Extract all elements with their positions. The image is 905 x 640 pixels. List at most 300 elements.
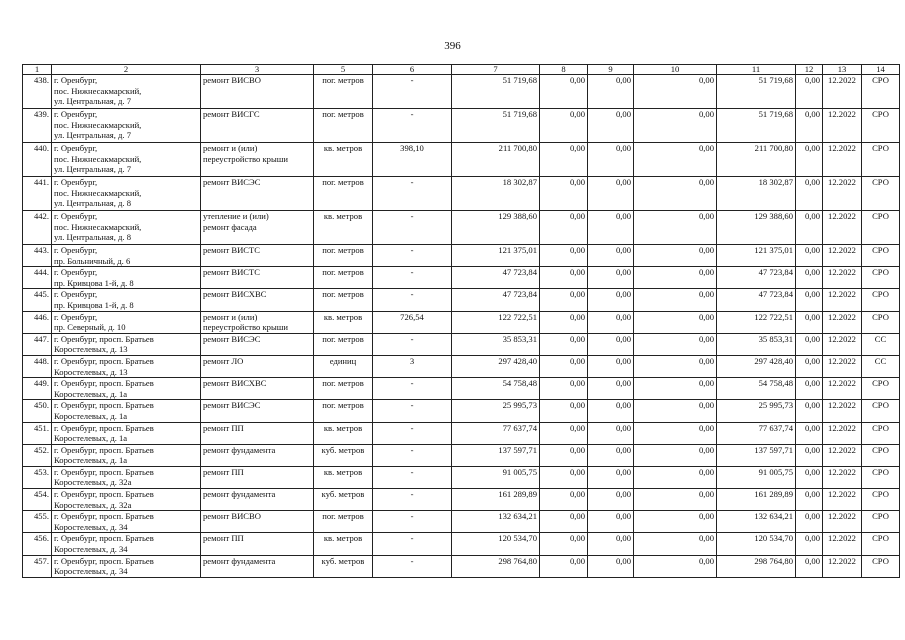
address-cell-line: г. Оренбург, [54,211,98,221]
fund-cell: 0,00 [634,109,717,143]
header-row [23,65,900,75]
fund-cell: 0,00 [796,489,823,511]
cost-total-cell: 211 700,80 [452,143,540,177]
cost-total-cell: 25 995,73 [452,400,540,422]
table-body [23,75,900,578]
quantity-cell: 3 [373,355,452,377]
work-type-cell [201,533,314,555]
column-header: 6 [373,65,452,75]
fund-cell: 0,00 [588,289,634,311]
fund-cell: 0,00 [796,75,823,109]
work-type-cell [201,289,314,311]
fund-cell: 0,00 [634,533,717,555]
quantity-cell: - [373,245,452,267]
work-type-cell [201,143,314,177]
deadline-cell: 12.2022 [823,489,862,511]
cost-total-cell: 18 302,87 [452,177,540,211]
address-cell-line: ул. Центральная, д. 8 [54,232,132,243]
fund-cell: 0,00 [796,211,823,245]
fund-cell: 0,00 [634,555,717,577]
address-cell-line: пр. Больничный, д. 6 [54,255,131,266]
method-cell: СС [862,355,900,377]
column-header: 2 [52,65,201,75]
address-cell [52,109,201,143]
fund-cell: 0,00 [540,211,588,245]
cost-total-cell: 120 534,70 [452,533,540,555]
fund-cell: 0,00 [540,444,588,466]
fund-total-cell: 129 388,60 [717,211,796,245]
row-number: 448. [23,355,52,377]
address-cell-line: г. Оренбург, просп. Братьев [54,400,154,411]
cost-total-cell: 137 597,71 [452,444,540,466]
row-number: 443. [23,245,52,267]
cost-total-cell: 91 005,75 [452,466,540,488]
work-type-cell-line: ремонт ВИСЭС [203,400,261,411]
work-type-cell-line: ремонт ПП [203,466,244,477]
unit-cell: пог. метров [314,511,373,533]
table-row [23,489,900,511]
table-row [23,355,900,377]
fund-cell: 0,00 [796,109,823,143]
deadline-cell: 12.2022 [823,333,862,355]
table-row [23,109,900,143]
fund-cell: 0,00 [796,143,823,177]
table-row [23,511,900,533]
cost-total-cell: 47 723,84 [452,267,540,289]
address-cell-line: пр. Кривцова 1-й, д. 8 [54,277,134,288]
quantity-cell: - [373,533,452,555]
row-number: 442. [23,211,52,245]
table-row [23,289,900,311]
table-row [23,211,900,245]
fund-cell: 0,00 [540,289,588,311]
address-cell-line: г. Оренбург, просп. Братьев [54,511,154,522]
table-row [23,378,900,400]
fund-cell: 0,00 [588,333,634,355]
fund-cell: 0,00 [588,109,634,143]
address-cell-line: Коростелевых, д. 32а [54,499,132,510]
deadline-cell: 12.2022 [823,143,862,177]
table-row [23,75,900,109]
fund-cell: 0,00 [588,177,634,211]
column-header: 13 [823,65,862,75]
address-cell-line: Коростелевых, д. 1а [54,388,128,399]
cost-total-cell: 47 723,84 [452,289,540,311]
address-cell [52,444,201,466]
column-header: 12 [796,65,823,75]
quantity-cell: - [373,267,452,289]
fund-cell: 0,00 [796,267,823,289]
fund-cell: 0,00 [588,211,634,245]
method-cell: СРО [862,245,900,267]
deadline-cell: 12.2022 [823,355,862,377]
address-cell-line: г. Оренбург, просп. Братьев [54,422,154,433]
address-cell [52,466,201,488]
address-cell [52,333,201,355]
address-cell [52,311,201,333]
unit-cell: пог. метров [314,267,373,289]
fund-cell: 0,00 [796,333,823,355]
address-cell [52,555,201,577]
unit-cell: пог. метров [314,245,373,267]
fund-total-cell: 121 375,01 [717,245,796,267]
table-row [23,267,900,289]
quantity-cell: - [373,555,452,577]
fund-cell: 0,00 [796,511,823,533]
fund-cell: 0,00 [634,355,717,377]
work-type-cell-line: ремонт ВИСЭС [203,333,261,344]
address-cell-line: Коростелевых, д. 1а [54,433,128,444]
quantity-cell: - [373,109,452,143]
address-cell [52,533,201,555]
address-cell [52,75,201,109]
address-cell-line: г. Оренбург, просп. Братьев [54,444,154,455]
work-type-cell-line: ремонт фундамента [203,444,276,455]
address-cell-line: Коростелевых, д. 34 [54,544,128,555]
fund-cell: 0,00 [796,466,823,488]
work-type-cell-line: ремонт и (или) [203,143,258,153]
work-type-cell-line: ремонт ВИСТС [203,267,261,278]
table-row [23,245,900,267]
fund-total-cell: 54 758,48 [717,378,796,400]
fund-cell: 0,00 [634,444,717,466]
address-cell-line: г. Оренбург, просп. Братьев [54,466,154,477]
row-number: 438. [23,75,52,109]
row-number: 454. [23,489,52,511]
fund-cell: 0,00 [540,533,588,555]
method-cell: СРО [862,555,900,577]
unit-cell: пог. метров [314,75,373,109]
address-cell [52,143,201,177]
quantity-cell: - [373,211,452,245]
address-cell-line: г. Оренбург, [54,245,98,255]
address-cell-line: г. Оренбург, [54,177,98,187]
row-number: 451. [23,422,52,444]
work-type-cell [201,400,314,422]
deadline-cell: 12.2022 [823,378,862,400]
quantity-cell: - [373,378,452,400]
quantity-cell: - [373,400,452,422]
deadline-cell: 12.2022 [823,289,862,311]
cost-total-cell: 121 375,01 [452,245,540,267]
register-table [22,64,900,578]
fund-cell: 0,00 [540,333,588,355]
quantity-cell: - [373,511,452,533]
fund-cell: 0,00 [588,422,634,444]
unit-cell: куб. метров [314,555,373,577]
work-type-cell [201,177,314,211]
fund-cell: 0,00 [634,489,717,511]
work-type-cell-line: ремонт ПП [203,533,244,544]
table-row [23,311,900,333]
cost-total-cell: 298 764,80 [452,555,540,577]
page-number: 396 [444,40,461,52]
fund-total-cell: 132 634,21 [717,511,796,533]
fund-cell: 0,00 [634,245,717,267]
row-number: 441. [23,177,52,211]
fund-cell: 0,00 [540,355,588,377]
work-type-cell [201,333,314,355]
address-cell [52,400,201,422]
address-cell-line: пр. Северный, д. 10 [54,322,126,333]
fund-cell: 0,00 [588,555,634,577]
unit-cell: единиц [314,355,373,377]
work-type-cell [201,466,314,488]
fund-cell: 0,00 [796,444,823,466]
address-cell-line: Коростелевых, д. 1а [54,455,128,466]
fund-cell: 0,00 [634,211,717,245]
unit-cell: кв. метров [314,143,373,177]
column-header: 9 [588,65,634,75]
fund-cell: 0,00 [634,289,717,311]
work-type-cell-line: переустройство крыши [203,153,288,164]
work-type-cell [201,245,314,267]
fund-cell: 0,00 [634,378,717,400]
table-row [23,177,900,211]
quantity-cell: - [373,422,452,444]
fund-cell: 0,00 [634,75,717,109]
unit-cell: кв. метров [314,211,373,245]
fund-cell: 0,00 [588,400,634,422]
work-type-cell [201,422,314,444]
address-cell-line: Коростелевых, д. 1а [54,410,128,421]
method-cell: СС [862,333,900,355]
unit-cell: куб. метров [314,489,373,511]
address-cell [52,289,201,311]
method-cell: СРО [862,311,900,333]
cost-total-cell: 35 853,31 [452,333,540,355]
fund-cell: 0,00 [588,311,634,333]
fund-cell: 0,00 [540,422,588,444]
address-cell-line: г. Оренбург, [54,109,98,119]
fund-cell: 0,00 [796,422,823,444]
fund-cell: 0,00 [540,311,588,333]
address-cell-line: г. Оренбург, просп. Братьев [54,489,154,500]
address-cell-line: г. Оренбург, [54,289,98,300]
fund-cell: 0,00 [540,489,588,511]
row-number: 456. [23,533,52,555]
deadline-cell: 12.2022 [823,311,862,333]
method-cell: СРО [862,109,900,143]
method-cell: СРО [862,267,900,289]
method-cell: СРО [862,400,900,422]
cost-total-cell: 122 722,51 [452,311,540,333]
unit-cell: пог. метров [314,289,373,311]
method-cell: СРО [862,489,900,511]
row-number: 452. [23,444,52,466]
deadline-cell: 12.2022 [823,444,862,466]
table-row [23,422,900,444]
deadline-cell: 12.2022 [823,109,862,143]
deadline-cell: 12.2022 [823,511,862,533]
deadline-cell: 12.2022 [823,75,862,109]
address-cell-line: Коростелевых, д. 34 [54,521,128,532]
cost-total-cell: 297 428,40 [452,355,540,377]
work-type-cell-line: переустройство крыши [203,322,288,333]
deadline-cell: 12.2022 [823,267,862,289]
unit-cell: куб. метров [314,444,373,466]
row-number: 449. [23,378,52,400]
table-row [23,333,900,355]
fund-total-cell: 137 597,71 [717,444,796,466]
deadline-cell: 12.2022 [823,422,862,444]
fund-cell: 0,00 [588,378,634,400]
address-cell-line: ул. Центральная, д. 7 [54,96,132,107]
work-type-cell [201,511,314,533]
address-cell [52,245,201,267]
fund-total-cell: 51 719,68 [717,109,796,143]
address-cell-line: г. Оренбург, просп. Братьев [54,378,154,389]
address-cell-line: Коростелевых, д. 34 [54,566,128,577]
table-row [23,533,900,555]
quantity-cell: - [373,489,452,511]
work-type-cell-line: ремонт ВИСВО [203,75,261,85]
work-type-cell [201,444,314,466]
column-header: 11 [717,65,796,75]
fund-cell: 0,00 [796,245,823,267]
fund-total-cell: 161 289,89 [717,489,796,511]
address-cell-line: г. Оренбург, [54,75,98,85]
row-number: 457. [23,555,52,577]
column-header: 10 [634,65,717,75]
fund-cell: 0,00 [796,177,823,211]
unit-cell: кв. метров [314,533,373,555]
column-header: 5 [314,65,373,75]
unit-cell: кв. метров [314,422,373,444]
work-type-cell-line: ремонт и (или) [203,311,258,322]
fund-total-cell: 35 853,31 [717,333,796,355]
fund-cell: 0,00 [588,75,634,109]
method-cell: СРО [862,533,900,555]
address-cell-line: г. Оренбург, [54,143,98,153]
unit-cell: пог. метров [314,109,373,143]
method-cell: СРО [862,289,900,311]
fund-cell: 0,00 [634,511,717,533]
work-type-cell [201,378,314,400]
quantity-cell: - [373,466,452,488]
row-number: 455. [23,511,52,533]
fund-total-cell: 47 723,84 [717,289,796,311]
fund-cell: 0,00 [634,143,717,177]
deadline-cell: 12.2022 [823,177,862,211]
work-type-cell-line: ремонт ВИСГС [203,109,260,119]
fund-total-cell: 18 302,87 [717,177,796,211]
address-cell-line: г. Оренбург, просп. Братьев [54,355,154,366]
cost-total-cell: 77 637,74 [452,422,540,444]
unit-cell: кв. метров [314,311,373,333]
fund-cell: 0,00 [588,466,634,488]
work-type-cell [201,311,314,333]
fund-cell: 0,00 [634,466,717,488]
address-cell-line: г. Оренбург, просп. Братьев [54,555,154,566]
work-type-cell [201,355,314,377]
fund-cell: 0,00 [796,378,823,400]
address-cell-line: ул. Центральная, д. 7 [54,130,132,141]
row-number: 439. [23,109,52,143]
deadline-cell: 12.2022 [823,245,862,267]
work-type-cell [201,211,314,245]
fund-cell: 0,00 [540,267,588,289]
address-cell [52,267,201,289]
row-number: 440. [23,143,52,177]
address-cell-line: Коростелевых, д. 32а [54,477,132,488]
quantity-cell: 398,10 [373,143,452,177]
work-type-cell-line: ремонт ВИСЭС [203,177,261,187]
fund-cell: 0,00 [796,555,823,577]
work-type-cell [201,555,314,577]
address-cell-line: г. Оренбург, просп. Братьев [54,333,154,344]
fund-total-cell: 51 719,68 [717,75,796,109]
fund-cell: 0,00 [540,466,588,488]
quantity-cell: - [373,75,452,109]
column-header: 1 [23,65,52,75]
row-number: 453. [23,466,52,488]
table-row [23,400,900,422]
method-cell: СРО [862,466,900,488]
work-type-cell-line: ремонт ВИСВО [203,511,261,522]
unit-cell: пог. метров [314,177,373,211]
work-type-cell-line: ремонт фундамента [203,489,276,500]
work-type-cell-line: утепление и (или) [203,211,269,221]
work-type-cell [201,489,314,511]
table-row [23,555,900,577]
fund-cell: 0,00 [796,289,823,311]
work-type-cell-line: ремонт фундамента [203,555,276,566]
deadline-cell: 12.2022 [823,466,862,488]
fund-total-cell: 122 722,51 [717,311,796,333]
work-type-cell-line: ремонт ЛО [203,355,244,366]
address-cell-line: Коростелевых, д. 13 [54,344,128,355]
work-type-cell [201,267,314,289]
column-header: 3 [201,65,314,75]
address-cell-line: Коростелевых, д. 13 [54,366,128,377]
fund-cell: 0,00 [588,267,634,289]
fund-cell: 0,00 [634,267,717,289]
fund-total-cell: 120 534,70 [717,533,796,555]
work-type-cell-line: ремонт ПП [203,422,244,433]
fund-cell: 0,00 [588,355,634,377]
fund-total-cell: 297 428,40 [717,355,796,377]
address-cell [52,177,201,211]
address-cell [52,422,201,444]
table-row [23,466,900,488]
fund-total-cell: 47 723,84 [717,267,796,289]
row-number: 450. [23,400,52,422]
fund-cell: 0,00 [796,533,823,555]
deadline-cell: 12.2022 [823,533,862,555]
cost-total-cell: 51 719,68 [452,109,540,143]
address-cell-line: ул. Центральная, д. 7 [54,164,132,175]
column-header: 7 [452,65,540,75]
fund-cell: 0,00 [634,311,717,333]
quantity-cell: 726,54 [373,311,452,333]
address-cell-line: г. Оренбург, [54,267,98,278]
column-header: 14 [862,65,900,75]
fund-cell: 0,00 [588,511,634,533]
fund-total-cell: 211 700,80 [717,143,796,177]
work-type-cell-line: ремонт ВИСТС [203,245,261,255]
deadline-cell: 12.2022 [823,400,862,422]
address-cell-line: г. Оренбург, просп. Братьев [54,533,154,544]
fund-total-cell: 25 995,73 [717,400,796,422]
cost-total-cell: 132 634,21 [452,511,540,533]
address-cell-line: пос. Нижнесакмарский, [54,187,142,198]
quantity-cell: - [373,444,452,466]
address-cell [52,355,201,377]
fund-cell: 0,00 [796,311,823,333]
address-cell-line: г. Оренбург, [54,311,98,322]
address-cell [52,378,201,400]
